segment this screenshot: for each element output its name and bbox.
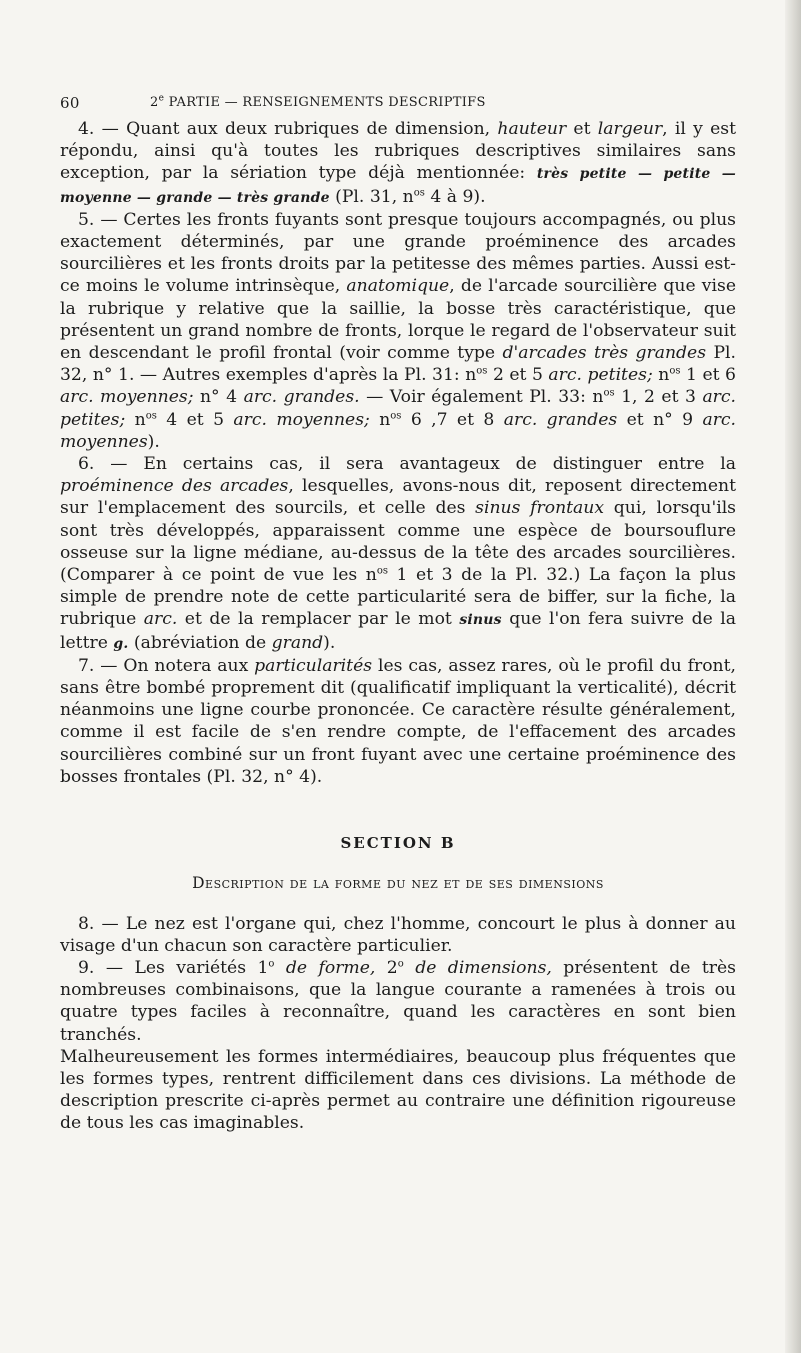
paragraph-7: 7. — On notera aux particularités les cas, assez rares, où le profil du front, sans être bombé proprement dit (qualificatif impliquant la verticalité), décrit néanmoins une ligne courbe prononcée. Ce caractère résulte généralement, comme il est facile de s'en rendre compte, de l'effacement des arcades sourcilières combiné sur un front fuyant avec une certaine proéminence des bosses frontales (Pl. 32, n° 4). xyxy=(60,655,736,787)
page-edge xyxy=(785,0,801,1353)
paragraph-8: 8. — Le nez est l'organe qui, chez l'homme, concourt le plus à donner au visage d'un chacun son caractère particulier. xyxy=(60,913,736,956)
section-title: SECTION B xyxy=(340,834,456,853)
paragraph-10: Malheureusement les formes intermédiaires, beaucoup plus fréquentes que les formes types, rentrent difficilement dans ces divisions. La méthode de description prescrite ci-après permet au contraire une définition rigoureuse de tous les cas imaginables. xyxy=(60,1046,736,1134)
paragraph-9: 9. — Les variétés 1$^o$ de forme, 2$^o$ de dimensions, présentent de très nombreuses combinaisons, que la langue courante a ramenées à trois ou quatre types faciles à reconnaître, quand les caractères en sont bien tranchés. xyxy=(60,957,736,1045)
section-subtitle: Description de la forme du nez et de ses dimensions xyxy=(192,874,604,893)
running-title: 2e PARTIE — RENSEIGNEMENTS DESCRIPTIFS xyxy=(150,93,486,110)
paragraph-6: 6. — En certains cas, il sera avantageux de distinguer entre la proéminence des arcades, lesquelles, avons-nous dit, reposent directement sur l'emplacement des sourcils, et celle des sinus frontaux qui, lorsqu'ils sont très développés, apparaissent comme une espèce de boursouflure osseuse sur la ligne médiane, au-dessus de la tête des arcades sourcilières. (Comparer à ce point de vue les $n^{os}$ 1 et 3 de la Pl. 32.) La façon la plus simple de prendre note de cette particularité sera de biffer, sur la fiche, la rubrique arc. et de la remplacer par le mot sinus que l'on fera suivre de la lettre g. (abréviation de grand). xyxy=(60,454,737,653)
paragraph-4: 4. — Quant aux deux rubriques de dimension, hauteur et largeur, il y est répondu, ainsi qu'à toutes les rubriques descriptives similaires sans exception, par la sériation type déjà mentionnée: très petite — petite — moyenne — grande — très grande (Pl. 31, $n^{os}$ 4 à 9). xyxy=(60,119,736,207)
page-number: 60 xyxy=(60,94,80,112)
paragraph-5: 5. — Certes les fronts fuyants sont presque toujours accompagnés, ou plus exactement déterminés, par une grande proéminence des arcades sourcilières et les fronts droits par la petitesse des mêmes parties. Aussi est-ce moins le volume intrinsèque, anatomique, de l'arcade sourcilière que vise la rubrique y relative que la saillie, la bosse très caractéristique, que présentent un grand nombre de fronts, lorque le regard de l'observateur suit en descendant le profil frontal (voir comme type d'arcades très grandes Pl. 32, n° 1. — Autres exemples d'après la Pl. 31: $n^{os}$ 2 et 5 arc. petites; $n^{os}$ 1 et 6 arc. moyennes; n° 4 arc. grandes. — Voir également Pl. 33: $n^{os}$ 1, 2 et 3 arc. petites; $n^{os}$ 4 et 5 arc. moyennes; $n^{os}$ 6 ,7 et 8 arc. grandes et n° 9 arc. moyennes). xyxy=(60,209,737,452)
body-text xyxy=(60,118,736,1135)
